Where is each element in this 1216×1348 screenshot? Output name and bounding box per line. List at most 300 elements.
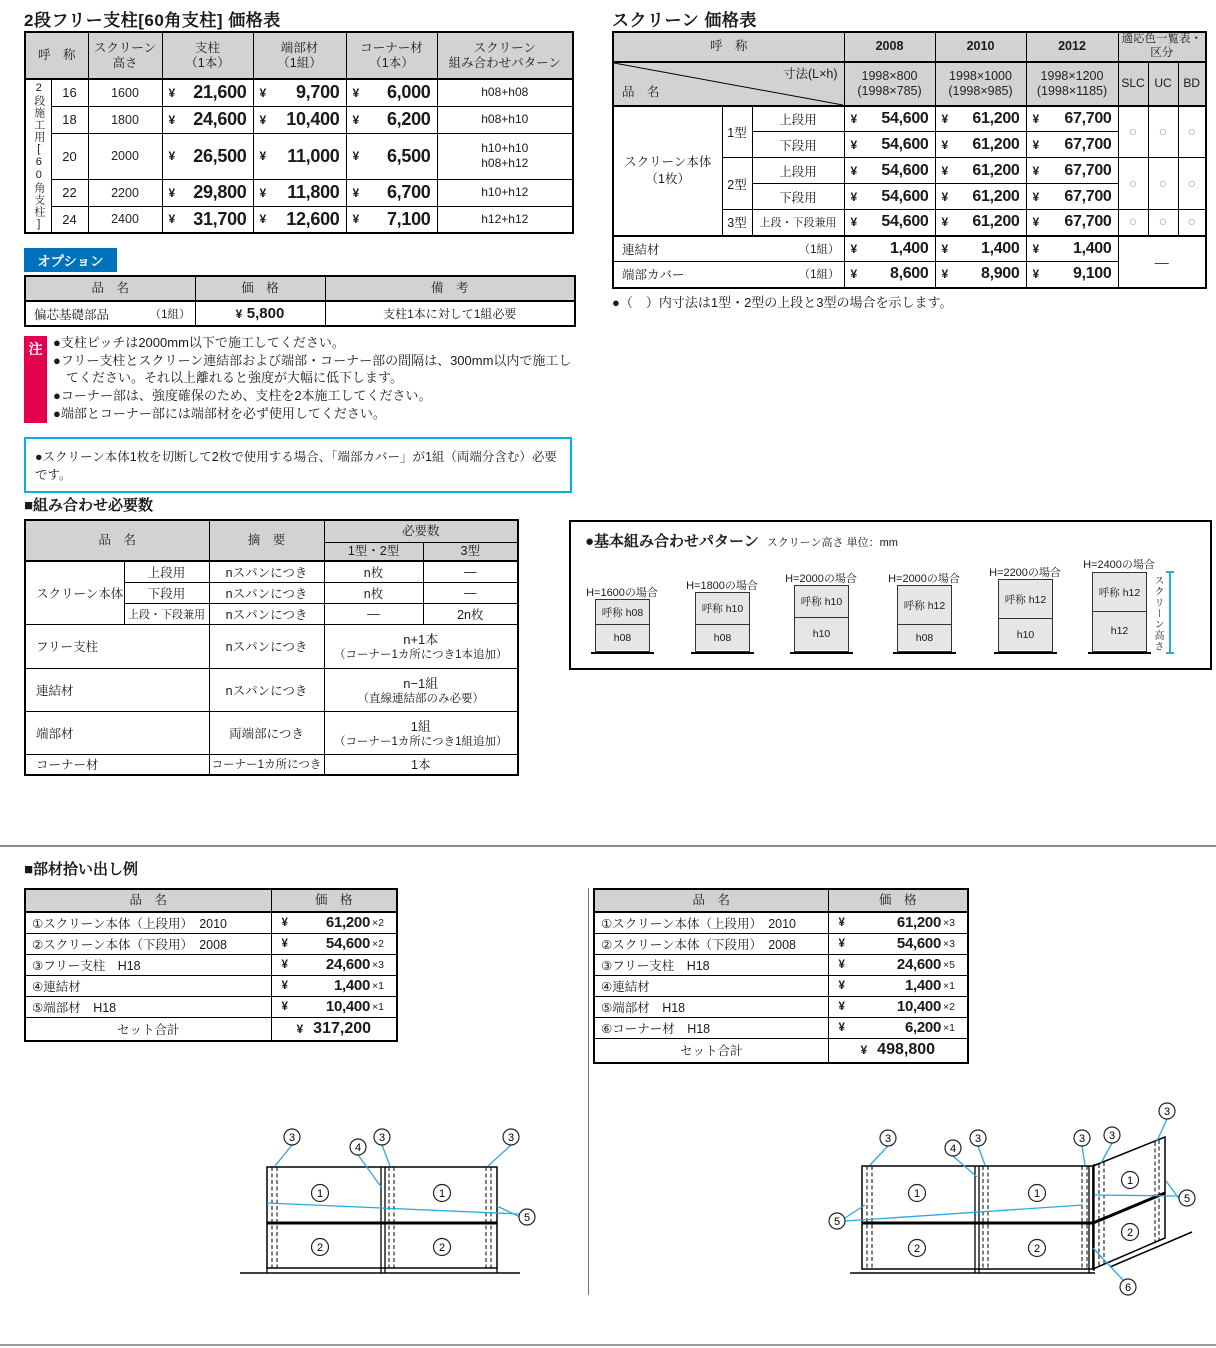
yen-symbol: ¥ — [850, 189, 858, 204]
pattern-case-label: H=1800の場合 — [686, 580, 758, 592]
header-pattern: スクリーン 組み合わせパターン — [437, 32, 573, 79]
pattern-stack — [595, 599, 650, 652]
yen-symbol: ¥ — [168, 212, 176, 227]
price-cell: ¥ 8,600 — [844, 262, 935, 288]
callout-3 — [970, 1130, 986, 1146]
table-row — [25, 954, 397, 975]
qty-cell: n枚 — [324, 561, 423, 582]
svg-text:2: 2 — [1126, 1227, 1134, 1239]
ground-line — [1088, 652, 1151, 654]
yen-symbol: ¥ — [259, 112, 267, 127]
yen-symbol: ¥ — [1032, 215, 1040, 230]
part-name-cell: 連結材 — [25, 668, 209, 711]
callout-3 — [1159, 1103, 1175, 1119]
header-2010: 2010 — [935, 32, 1026, 62]
table-row — [25, 933, 397, 954]
part-price-cell: ¥ 24,600 ×3 — [271, 954, 397, 975]
total-row — [594, 1038, 968, 1063]
table-row — [25, 754, 518, 775]
option-note-cell: 支柱1本に対して1組必要 — [325, 301, 575, 326]
svg-text:1: 1 — [913, 1188, 921, 1200]
svg-text:4: 4 — [354, 1142, 362, 1154]
price-cell: ¥ 67,700 — [1026, 158, 1118, 184]
yen-symbol: ¥ — [352, 212, 360, 227]
yen-symbol: ¥ — [168, 85, 176, 100]
height-cell: 2400 — [88, 206, 162, 233]
parts-header-row — [594, 889, 968, 912]
summary-cell: nスパンにつき — [209, 561, 324, 582]
ground-line-perspective — [1110, 1232, 1192, 1267]
header-bd: BD — [1178, 62, 1206, 106]
yen-symbol: ¥ — [838, 979, 845, 992]
table-row — [25, 179, 573, 206]
use-cell: 上段用 — [752, 158, 844, 184]
header-uc: UC — [1148, 62, 1178, 106]
part-price-cell: ¥ 1,400 ×1 — [828, 975, 968, 996]
callout-5 — [829, 1213, 845, 1229]
part-name-cell: ④連結材 — [25, 975, 271, 996]
option-price-cell: ¥ 5,800 — [195, 301, 325, 326]
combination-table — [24, 519, 519, 776]
svg-text:1: 1 — [1126, 1175, 1134, 1187]
option-badge: オプション — [24, 248, 117, 272]
note-marker: 注 — [24, 336, 47, 423]
yen-symbol: ¥ — [281, 958, 288, 971]
total-row — [25, 1017, 397, 1041]
column-divider — [588, 888, 589, 1295]
yen-symbol: ¥ — [168, 112, 176, 127]
table-row — [25, 912, 397, 933]
size-2012: 1998×1200 (1998×1185) — [1026, 62, 1118, 106]
end-price-cell: ¥ 12,600 — [253, 206, 346, 233]
svg-text:1: 1 — [316, 1188, 324, 1200]
header-code: 呼 称 — [25, 32, 88, 79]
vertical-category-cell — [25, 79, 51, 233]
pattern-top-cell: 呼称 h12 — [999, 580, 1052, 619]
part-price-cell: ¥ 6,200 ×1 — [828, 1017, 968, 1038]
part-name-cell: ④連結材 — [594, 975, 828, 996]
svg-text:2: 2 — [438, 1242, 446, 1254]
pattern-cell: h12+h12 — [437, 206, 573, 233]
pattern-top-cell: 呼称 h12 — [1093, 573, 1146, 612]
ground-line — [994, 652, 1057, 654]
header-product-label: 品 名 — [622, 84, 660, 99]
price-cell: ¥ 54,600 — [844, 184, 935, 210]
measure-tick — [1166, 652, 1174, 654]
pattern-stack — [998, 579, 1053, 652]
end-price-cell: ¥ 9,700 — [253, 79, 346, 106]
svg-text:1: 1 — [1033, 1188, 1041, 1200]
yen-symbol: ¥ — [941, 215, 949, 230]
table-row — [613, 236, 1206, 262]
color-mark-cell — [1118, 158, 1148, 210]
summary-cell: 両端部につき — [209, 711, 324, 754]
yen-symbol: ¥ — [941, 241, 949, 256]
pattern-bottom-cell: h08 — [898, 625, 951, 650]
table-row — [594, 996, 968, 1017]
summary-cell: nスパンにつき — [209, 582, 324, 603]
pattern-top-cell: 呼称 h10 — [696, 593, 749, 625]
vertical-category-label: 2段施工用[60角支柱] — [32, 81, 45, 231]
panel-label-1 — [909, 1185, 926, 1202]
yen-symbol: ¥ — [838, 916, 845, 929]
part-name-cell: ②スクリーン本体（下段用） 2008 — [594, 933, 828, 954]
yen-symbol: ¥ — [850, 137, 858, 152]
header-price: 価 格 — [195, 276, 325, 301]
yen-symbol: ¥ — [352, 185, 360, 200]
sub-cell: 上段用 — [124, 561, 209, 582]
callout-6 — [1120, 1279, 1136, 1295]
table-row — [25, 975, 397, 996]
yen-symbol: ¥ — [296, 1021, 304, 1036]
qty-cell: 2n枚 — [423, 603, 518, 624]
callout-3 — [1104, 1127, 1120, 1143]
parts-header-row — [25, 889, 397, 912]
pattern-stack — [1092, 572, 1147, 652]
price-cell: ¥ 54,600 — [844, 210, 935, 236]
pattern-cell: h08+h10 — [437, 106, 573, 133]
table-row — [594, 975, 968, 996]
svg-text:3: 3 — [884, 1133, 892, 1145]
price-cell: ¥ 67,700 — [1026, 184, 1118, 210]
panel-label-2 — [1029, 1240, 1046, 1257]
pattern-top-cell: 呼称 h10 — [795, 586, 848, 618]
panel-label-2 — [909, 1240, 926, 1257]
yen-symbol: ¥ — [941, 137, 949, 152]
pillar-price-cell: ¥ 31,700 — [162, 206, 253, 233]
code-cell: 16 — [51, 79, 88, 106]
qty-cell: — — [423, 561, 518, 582]
callout-3 — [1074, 1130, 1090, 1146]
part-name-cell: ⑤端部材 H18 — [25, 996, 271, 1017]
qty-cell: — — [324, 603, 423, 624]
header-corner-part: コーナー材 （1本） — [346, 32, 437, 79]
note-item: ●支柱ピッチは2000mm以下で施工してください。 — [53, 335, 345, 350]
total-label: セット合計 — [594, 1038, 828, 1063]
pillar-price-cell: ¥ 24,600 — [162, 106, 253, 133]
qty-cell: n枚 — [324, 582, 423, 603]
screen-price-table — [612, 31, 1207, 289]
table-row — [594, 1017, 968, 1038]
price-cell: ¥ 54,600 — [844, 132, 935, 158]
yen-symbol: ¥ — [860, 1043, 868, 1058]
yen-symbol: ¥ — [838, 958, 845, 971]
connector-name-cell: 連結材 （1組） — [613, 236, 844, 262]
fence-diagram-right — [800, 1090, 1216, 1330]
circle-mark: ○ — [1158, 213, 1168, 230]
svg-text:3: 3 — [1163, 1106, 1171, 1118]
svg-text:5: 5 — [523, 1212, 531, 1224]
price-cell: ¥ 61,200 — [935, 184, 1026, 210]
ground-line — [893, 652, 956, 654]
circle-mark: ○ — [1187, 213, 1196, 230]
header-name: 品 名 — [25, 276, 195, 301]
callout-4 — [350, 1139, 366, 1155]
measure-line — [1169, 572, 1171, 653]
price-cell: ¥ 8,900 — [935, 262, 1026, 288]
qty-cell: — — [423, 582, 518, 603]
corner-price-cell: ¥ 6,700 — [346, 179, 437, 206]
end-price-cell: ¥ 10,400 — [253, 106, 346, 133]
yen-symbol: ¥ — [168, 149, 176, 163]
yen-symbol: ¥ — [352, 85, 360, 100]
part-name-cell: ③フリー支柱 H18 — [594, 954, 828, 975]
corner-price-cell: ¥ 7,100 — [346, 206, 437, 233]
yen-symbol: ¥ — [352, 112, 360, 127]
pattern-stack — [794, 585, 849, 652]
svg-text:2: 2 — [913, 1243, 921, 1255]
price-cell: ¥ 9,100 — [1026, 262, 1118, 288]
panel-label-2 — [1122, 1224, 1139, 1241]
combination-title: ■組み合わせ必要数 — [24, 497, 154, 514]
pattern-bottom-cell: h10 — [999, 619, 1052, 650]
parts-table-right — [593, 888, 969, 1064]
header-pillar: 支柱 （1本） — [162, 32, 253, 79]
no-color-cell: — — [1118, 236, 1206, 288]
pillar-price-cell: ¥ 21,600 — [162, 79, 253, 106]
table-row — [25, 624, 518, 668]
header-slc: SLC — [1118, 62, 1148, 106]
note-item: ●フリー支柱とスクリーン連結部および端部・コーナー部の間隔は、300mm以内で施工してください。それ以上離れると強度が大幅に低下します。 — [53, 352, 572, 386]
pattern-box-subtitle: スクリーン高さ 単位：mm — [766, 537, 898, 549]
qty-cell: 1組 （コーナー1カ所につき1組追加） — [324, 711, 518, 754]
part-price-cell: ¥ 54,600 ×3 — [828, 933, 968, 954]
type3-cell: 3型 — [722, 210, 752, 236]
part-price-cell: ¥ 1,400 ×1 — [271, 975, 397, 996]
ground-line — [591, 652, 654, 654]
color-mark-cell — [1148, 106, 1178, 158]
table-row — [25, 561, 518, 582]
header-price: 価 格 — [271, 889, 397, 912]
header-2012: 2012 — [1026, 32, 1118, 62]
table-row — [25, 711, 518, 754]
header-color-group: 適応色一覧表・区分 — [1118, 32, 1206, 62]
callout-3 — [374, 1129, 390, 1145]
header-name: 品 名 — [594, 889, 828, 912]
circle-mark: ○ — [1187, 122, 1196, 139]
callout-3 — [284, 1129, 300, 1145]
part-price-cell: ¥ 10,400 ×2 — [828, 996, 968, 1017]
circle-mark: ○ — [1187, 174, 1196, 191]
pattern-case-label: H=2000の場合 — [888, 573, 960, 585]
header-price: 価 格 — [828, 889, 968, 912]
price-cell: ¥ 67,700 — [1026, 132, 1118, 158]
yen-symbol: ¥ — [941, 111, 949, 126]
yen-symbol: ¥ — [1032, 137, 1040, 152]
total-price-cell: ¥ 498,800 — [828, 1038, 968, 1063]
yen-symbol: ¥ — [850, 111, 858, 126]
use-cell: 下段用 — [752, 184, 844, 210]
qty-cell: n+1本 （コーナー1カ所につき1本追加） — [324, 624, 518, 668]
callout-3 — [880, 1130, 896, 1146]
svg-text:3: 3 — [974, 1133, 982, 1145]
table-row — [25, 996, 397, 1017]
yen-symbol: ¥ — [838, 937, 845, 950]
pattern-top-cell: 呼称 h08 — [596, 600, 649, 625]
color-mark-cell — [1178, 210, 1206, 236]
circle-mark: ○ — [1158, 122, 1168, 139]
header-name: 品 名 — [25, 520, 209, 561]
size-2010: 1998×1000 (1998×985) — [935, 62, 1026, 106]
fence-outline — [267, 1167, 497, 1268]
yen-symbol: ¥ — [1032, 241, 1040, 256]
panel-label-2 — [434, 1239, 451, 1256]
yen-symbol: ¥ — [941, 163, 949, 178]
pillar-price-cell: ¥ 26,500 — [162, 133, 253, 179]
note-item: ●端部とコーナー部には端部材を必ず使用してください。 — [53, 405, 386, 421]
code-cell: 22 — [51, 179, 88, 206]
yen-symbol: ¥ — [838, 1000, 845, 1013]
svg-text:3: 3 — [1108, 1130, 1116, 1142]
part-name-cell: ②スクリーン本体（下段用） 2008 — [25, 933, 271, 954]
table-row — [594, 954, 968, 975]
pattern-case-label: H=2200の場合 — [989, 567, 1061, 579]
table-row — [25, 133, 573, 179]
total-price-cell: ¥ 317,200 — [271, 1017, 397, 1041]
svg-text:3: 3 — [378, 1132, 386, 1144]
part-name-cell: ⑥コーナー材 H18 — [594, 1017, 828, 1038]
svg-text:2: 2 — [316, 1242, 324, 1254]
parts-table-left — [24, 888, 398, 1042]
panel-label-2 — [312, 1239, 329, 1256]
screen-header-row-1 — [613, 32, 1206, 62]
header-required: 必要数 — [324, 520, 518, 542]
fence-structure — [850, 1137, 1192, 1273]
summary-cell: nスパンにつき — [209, 624, 324, 668]
ground-line — [691, 652, 754, 654]
color-mark-cell — [1118, 106, 1148, 158]
leader-lines — [845, 1119, 1180, 1280]
header-summary: 摘 要 — [209, 520, 324, 561]
combination-header-row-1 — [25, 520, 518, 542]
part-name-cell: 端部材 — [25, 711, 209, 754]
svg-text:5: 5 — [1183, 1193, 1191, 1205]
table-row — [25, 106, 573, 133]
part-price-cell: ¥ 10,400 ×1 — [271, 996, 397, 1017]
header-diagonal-cell — [613, 62, 844, 106]
header-note: 備 考 — [325, 276, 575, 301]
yen-symbol: ¥ — [850, 215, 858, 230]
table-row — [613, 262, 1206, 288]
pillar-table-title: 2段フリー支柱[60角支柱] 価格表 — [24, 11, 281, 30]
color-mark-cell — [1178, 106, 1206, 158]
pattern-bottom-cell: h08 — [696, 625, 749, 650]
price-cell: ¥ 61,200 — [935, 210, 1026, 236]
end-price-cell: ¥ 11,000 — [253, 133, 346, 179]
color-mark-cell — [1148, 210, 1178, 236]
yen-symbol: ¥ — [1032, 267, 1040, 282]
header-name: 呼 称 — [613, 32, 844, 62]
color-mark-cell — [1148, 158, 1178, 210]
svg-text:4: 4 — [949, 1143, 957, 1155]
yen-symbol: ¥ — [259, 185, 267, 200]
callouts — [829, 1103, 1195, 1295]
code-cell: 20 — [51, 133, 88, 179]
price-cell: ¥ 54,600 — [844, 158, 935, 184]
part-name-cell: ⑤端部材 H18 — [594, 996, 828, 1017]
use-cell: 上段・下段兼用 — [752, 210, 844, 236]
yen-symbol: ¥ — [281, 937, 288, 950]
pattern-case-label: H=1600の場合 — [586, 587, 658, 599]
end-price-cell: ¥ 11,800 — [253, 179, 346, 206]
color-mark-cell — [1118, 210, 1148, 236]
svg-text:2: 2 — [1033, 1243, 1041, 1255]
option-table — [24, 275, 576, 327]
yen-symbol: ¥ — [850, 163, 858, 178]
table-row — [25, 206, 573, 233]
table-row — [594, 933, 968, 954]
yen-symbol: ¥ — [281, 1000, 288, 1013]
panel-label-1 — [434, 1185, 451, 1202]
highlight-note: ●スクリーン本体1枚を切断して2枚で使用する場合、「端部カバー」が1組（両端分含む）必要です。 — [24, 437, 572, 493]
yen-symbol: ¥ — [259, 149, 267, 163]
part-price-cell: ¥ 61,200 ×3 — [828, 912, 968, 933]
size-2008: 1998×800 (1998×785) — [844, 62, 935, 106]
color-mark-cell — [1178, 158, 1206, 210]
height-cell: 2200 — [88, 179, 162, 206]
qty-cell: n−1組 （直線連結部のみ必要） — [324, 668, 518, 711]
sub-cell: 上段・下段兼用 — [124, 603, 209, 624]
yen-symbol: ¥ — [259, 212, 267, 227]
option-header-row — [25, 276, 575, 301]
parts-example-title: ■部材拾い出し例 — [24, 861, 139, 878]
pattern-cell: h10+h10 h08+h12 — [437, 133, 573, 179]
svg-text:5: 5 — [833, 1216, 841, 1228]
part-price-cell: ¥ 54,600 ×2 — [271, 933, 397, 954]
measure-tick — [1166, 571, 1174, 573]
yen-symbol: ¥ — [1032, 111, 1040, 126]
header-size-label: 寸法(L×h) — [782, 66, 838, 81]
yen-symbol: ¥ — [281, 916, 288, 929]
summary-cell: nスパンにつき — [209, 668, 324, 711]
end-cover-name-cell: 端部カバー （1組） — [613, 262, 844, 288]
height-cell: 1800 — [88, 106, 162, 133]
yen-symbol: ¥ — [281, 979, 288, 992]
panel-label-1 — [1122, 1172, 1139, 1189]
screen-table-footnote: ●（ ）内寸法は1型・2型の上段と3型の場合を示します。 — [612, 295, 953, 310]
price-cell: ¥ 1,400 — [844, 236, 935, 262]
part-name-cell: コーナー材 — [25, 754, 209, 775]
yen-symbol: ¥ — [850, 241, 858, 256]
pattern-bottom-cell: h12 — [1093, 612, 1146, 650]
svg-text:3: 3 — [507, 1132, 515, 1144]
corner-price-cell: ¥ 6,500 — [346, 133, 437, 179]
pillar-header-row — [25, 32, 573, 79]
qty-cell: 1本 — [324, 754, 518, 775]
code-cell: 18 — [51, 106, 88, 133]
notes-list — [53, 334, 573, 422]
table-row — [613, 106, 1206, 132]
header-name: 品 名 — [25, 889, 271, 912]
part-price-cell: ¥ 61,200 ×2 — [271, 912, 397, 933]
code-cell: 24 — [51, 206, 88, 233]
pillar-price-cell: ¥ 29,800 — [162, 179, 253, 206]
pattern-top-cell: 呼称 h12 — [898, 586, 951, 625]
yen-symbol: ¥ — [850, 267, 858, 282]
table-row — [25, 79, 573, 106]
price-cell: ¥ 61,200 — [935, 106, 1026, 132]
screen-height-side-label: スクリーン高さ — [1152, 575, 1163, 652]
page-bottom-rule — [0, 1344, 1216, 1346]
summary-cell: nスパンにつき — [209, 603, 324, 624]
pattern-bottom-cell: h08 — [596, 625, 649, 650]
pattern-cell: h10+h12 — [437, 179, 573, 206]
header-type3: 3型 — [423, 542, 518, 561]
total-label: セット合計 — [25, 1017, 271, 1041]
yen-symbol: ¥ — [1032, 163, 1040, 178]
height-cell: 2000 — [88, 133, 162, 179]
corner-price-cell: ¥ 6,000 — [346, 79, 437, 106]
